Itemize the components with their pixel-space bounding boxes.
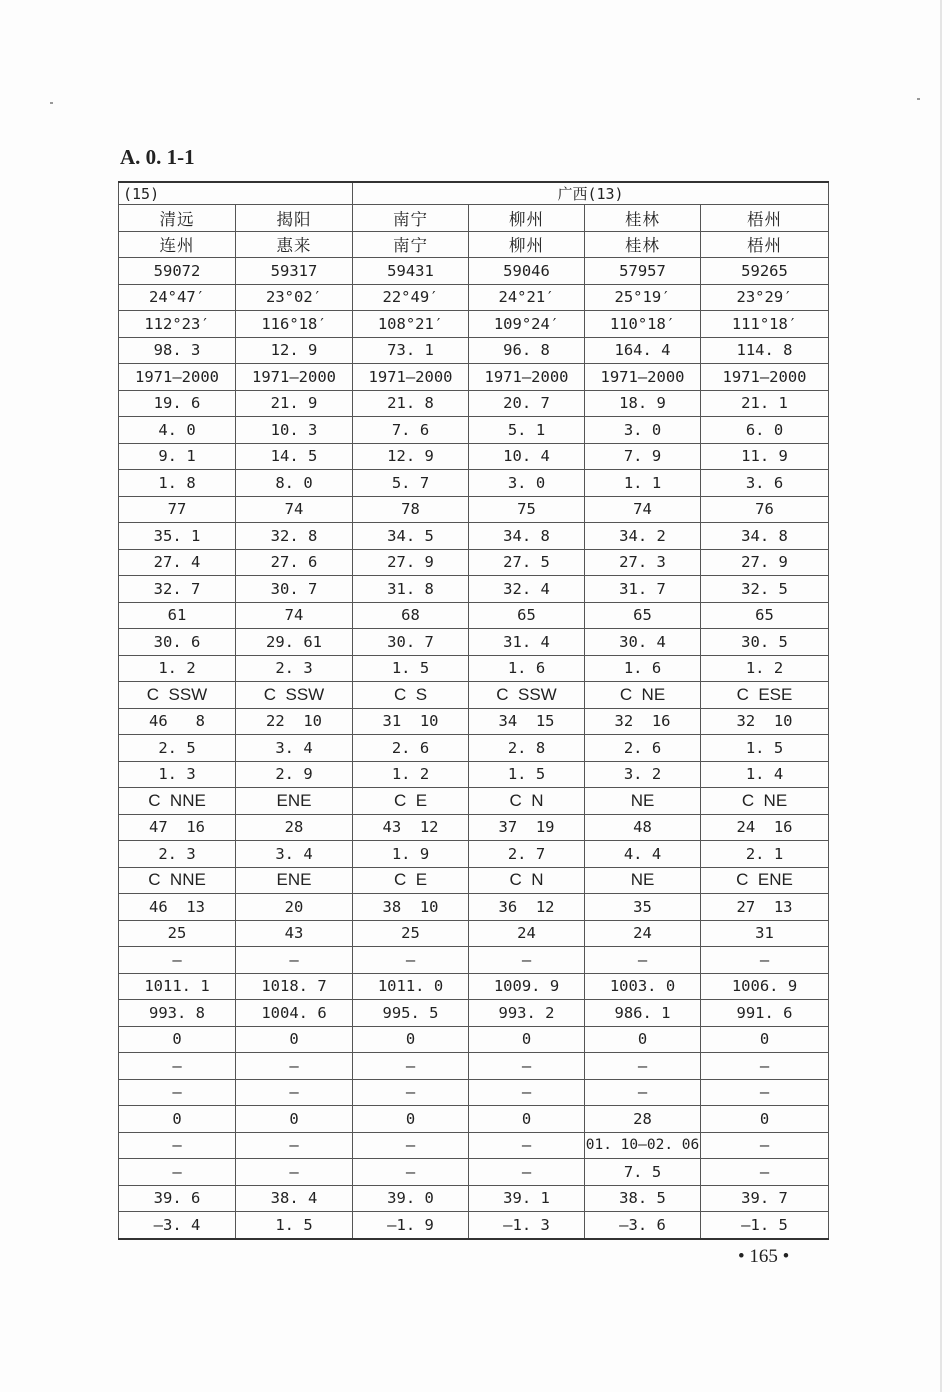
table-cell: 110°18′ xyxy=(585,311,701,338)
table-cell: 1011. 1 xyxy=(119,973,236,1000)
table-cell: 21. 8 xyxy=(353,390,469,417)
table-cell: 5. 1 xyxy=(469,417,585,444)
table-cell: 1971—2000 xyxy=(353,364,469,391)
table-cell: 31. 8 xyxy=(353,576,469,603)
station-name: 惠来 xyxy=(236,231,353,258)
table-cell: 31. 4 xyxy=(469,629,585,656)
table-cell: 3. 2 xyxy=(585,761,701,788)
table-cell: 7. 9 xyxy=(585,443,701,470)
table-row xyxy=(119,761,829,788)
table-cell: — xyxy=(469,1053,585,1080)
table-cell: 995. 5 xyxy=(353,1000,469,1027)
table-row xyxy=(119,1159,829,1186)
table-cell: —1. 3 xyxy=(469,1212,585,1239)
table-cell: 74 xyxy=(236,496,353,523)
table-cell: 27. 9 xyxy=(701,549,829,576)
table-cell: 24 xyxy=(585,920,701,947)
table-row xyxy=(119,867,829,894)
table-cell: 38 10 xyxy=(353,894,469,921)
station-header-row xyxy=(119,231,829,258)
table-cell: 46 8 xyxy=(119,708,236,735)
table-cell: — xyxy=(585,1079,701,1106)
table-cell: — xyxy=(469,1079,585,1106)
table-cell: 59431 xyxy=(353,258,469,285)
table-row xyxy=(119,470,829,497)
table-cell: 65 xyxy=(469,602,585,629)
table-row xyxy=(119,947,829,974)
table-cell: 30. 7 xyxy=(353,629,469,656)
table-cell: 1. 6 xyxy=(469,655,585,682)
table-cell: 0 xyxy=(119,1106,236,1133)
table-cell: 27. 3 xyxy=(585,549,701,576)
table-cell: 76 xyxy=(701,496,829,523)
table-cell: C NE xyxy=(585,682,701,709)
table-cell: 1006. 9 xyxy=(701,973,829,1000)
table-cell: 1. 2 xyxy=(119,655,236,682)
table-cell: 993. 8 xyxy=(119,1000,236,1027)
table-cell: — xyxy=(701,1079,829,1106)
table-cell: 23°02′ xyxy=(236,284,353,311)
table-cell: —3. 4 xyxy=(119,1212,236,1239)
table-cell: C SSW xyxy=(119,682,236,709)
table-cell: 46 13 xyxy=(119,894,236,921)
table-row xyxy=(119,629,829,656)
table-cell: — xyxy=(236,1132,353,1159)
table-cell: 1. 8 xyxy=(119,470,236,497)
table-cell: 27. 4 xyxy=(119,549,236,576)
table-row xyxy=(119,337,829,364)
table-cell: 1. 3 xyxy=(119,761,236,788)
city-name: 柳州 xyxy=(469,205,585,232)
table-row xyxy=(119,1000,829,1027)
table-cell: 164. 4 xyxy=(585,337,701,364)
table-cell: 116°18′ xyxy=(236,311,353,338)
table-cell: 3. 4 xyxy=(236,735,353,762)
table-cell: 32 10 xyxy=(701,708,829,735)
table-cell: 28 xyxy=(236,814,353,841)
table-row xyxy=(119,655,829,682)
section-title: A. 0. 1-1 xyxy=(120,145,195,169)
table-cell: 68 xyxy=(353,602,469,629)
table-cell: 2. 6 xyxy=(353,735,469,762)
table-cell: 34. 8 xyxy=(469,523,585,550)
table-cell: C E xyxy=(353,788,469,815)
table-cell: — xyxy=(119,1053,236,1080)
table-cell: ENE xyxy=(236,788,353,815)
table-cell: 35 xyxy=(585,894,701,921)
table-cell: 109°24′ xyxy=(469,311,585,338)
station-name: 连州 xyxy=(119,231,236,258)
table-cell: — xyxy=(701,947,829,974)
table-cell: 31 xyxy=(701,920,829,947)
table-cell: 986. 1 xyxy=(585,1000,701,1027)
table-row xyxy=(119,602,829,629)
table-row xyxy=(119,311,829,338)
table-cell: 38. 5 xyxy=(585,1185,701,1212)
table-cell: 7. 6 xyxy=(353,417,469,444)
table-cell: 1. 2 xyxy=(353,761,469,788)
table-row xyxy=(119,443,829,470)
table-cell: 25°19′ xyxy=(585,284,701,311)
table-cell: 24 xyxy=(469,920,585,947)
table-cell: 30. 7 xyxy=(236,576,353,603)
table-cell: 1. 9 xyxy=(353,841,469,868)
table-cell: 23°29′ xyxy=(701,284,829,311)
table-cell: 1. 5 xyxy=(701,735,829,762)
table-cell: 22°49′ xyxy=(353,284,469,311)
table-cell: 0 xyxy=(585,1026,701,1053)
station-name: 柳州 xyxy=(469,231,585,258)
table-row xyxy=(119,1132,829,1159)
table-cell: 24 16 xyxy=(701,814,829,841)
table-row xyxy=(119,682,829,709)
table-cell: 21. 9 xyxy=(236,390,353,417)
region-header-row xyxy=(119,182,829,205)
table-cell: 48 xyxy=(585,814,701,841)
table-cell: 108°21′ xyxy=(353,311,469,338)
table-cell: 39. 7 xyxy=(701,1185,829,1212)
table-cell: 1971—2000 xyxy=(119,364,236,391)
table-cell: 1971—2000 xyxy=(236,364,353,391)
table-cell: 2. 1 xyxy=(701,841,829,868)
station-name: 桂林 xyxy=(585,231,701,258)
table-cell: 1971—2000 xyxy=(469,364,585,391)
table-cell: 59265 xyxy=(701,258,829,285)
table-cell: 12. 9 xyxy=(353,443,469,470)
table-cell: 1018. 7 xyxy=(236,973,353,1000)
table-cell: 39. 1 xyxy=(469,1185,585,1212)
table-cell: — xyxy=(353,1132,469,1159)
table-cell: 5. 7 xyxy=(353,470,469,497)
table-cell: 22 10 xyxy=(236,708,353,735)
table-cell: C NNE xyxy=(119,788,236,815)
table-cell: 2. 3 xyxy=(119,841,236,868)
table-cell: — xyxy=(119,1079,236,1106)
table-cell: C NNE xyxy=(119,867,236,894)
table-cell: 30. 4 xyxy=(585,629,701,656)
table-cell: 28 xyxy=(585,1106,701,1133)
table-cell: ENE xyxy=(236,867,353,894)
table-cell: 1. 5 xyxy=(353,655,469,682)
table-cell: 32 16 xyxy=(585,708,701,735)
table-cell: 19. 6 xyxy=(119,390,236,417)
table-cell: 1011. 0 xyxy=(353,973,469,1000)
table-cell: 0 xyxy=(236,1026,353,1053)
table-cell: NE xyxy=(585,788,701,815)
table-cell: — xyxy=(119,1159,236,1186)
table-row xyxy=(119,973,829,1000)
table-cell: 39. 0 xyxy=(353,1185,469,1212)
table-cell: — xyxy=(353,947,469,974)
table-cell: 1971—2000 xyxy=(701,364,829,391)
table-row xyxy=(119,1106,829,1133)
table-cell: 59317 xyxy=(236,258,353,285)
table-cell: 1. 6 xyxy=(585,655,701,682)
table-cell: — xyxy=(469,1132,585,1159)
table-cell: 3. 4 xyxy=(236,841,353,868)
table-cell: 38. 4 xyxy=(236,1185,353,1212)
table-row xyxy=(119,390,829,417)
table-cell: 2. 6 xyxy=(585,735,701,762)
table-cell: 98. 3 xyxy=(119,337,236,364)
table-cell: 78 xyxy=(353,496,469,523)
table-cell: 10. 3 xyxy=(236,417,353,444)
table-cell: 36 12 xyxy=(469,894,585,921)
table-cell: 9. 1 xyxy=(119,443,236,470)
table-cell: 12. 9 xyxy=(236,337,353,364)
table-cell: 34. 5 xyxy=(353,523,469,550)
table-cell: — xyxy=(701,1132,829,1159)
table-cell: C ESE xyxy=(701,682,829,709)
page-number: • 165 • xyxy=(738,1246,790,1267)
table-cell: 114. 8 xyxy=(701,337,829,364)
table-cell: 18. 9 xyxy=(585,390,701,417)
table-cell: —3. 6 xyxy=(585,1212,701,1239)
table-cell: 27. 9 xyxy=(353,549,469,576)
table-row xyxy=(119,894,829,921)
table-row xyxy=(119,735,829,762)
table-cell: 8. 0 xyxy=(236,470,353,497)
table-cell: 96. 8 xyxy=(469,337,585,364)
table-cell: 75 xyxy=(469,496,585,523)
table-cell: 65 xyxy=(701,602,829,629)
table-cell: 27 13 xyxy=(701,894,829,921)
table-cell: 74 xyxy=(585,496,701,523)
table-cell: 31. 7 xyxy=(585,576,701,603)
table-cell: 0 xyxy=(119,1026,236,1053)
table-cell: — xyxy=(701,1053,829,1080)
table-cell: 24°47′ xyxy=(119,284,236,311)
table-cell: —1. 9 xyxy=(353,1212,469,1239)
station-name: 梧州 xyxy=(701,231,829,258)
table-cell: 24°21′ xyxy=(469,284,585,311)
table-cell: 0 xyxy=(469,1026,585,1053)
table-cell: 1. 5 xyxy=(236,1212,353,1239)
table-cell: 59046 xyxy=(469,258,585,285)
table-row xyxy=(119,364,829,391)
table-cell: 27. 6 xyxy=(236,549,353,576)
city-name: 桂林 xyxy=(585,205,701,232)
table-cell: — xyxy=(353,1079,469,1106)
table-cell: — xyxy=(701,1159,829,1186)
table-cell: 2. 3 xyxy=(236,655,353,682)
table-cell: 32. 8 xyxy=(236,523,353,550)
region-guangxi: 广西(13) xyxy=(353,182,829,205)
table-cell: 3. 6 xyxy=(701,470,829,497)
table-row xyxy=(119,920,829,947)
table-cell: 0 xyxy=(236,1106,353,1133)
table-cell: 3. 0 xyxy=(469,470,585,497)
table-cell: 7. 5 xyxy=(585,1159,701,1186)
climate-data-table xyxy=(118,181,829,1240)
table-cell: 25 xyxy=(119,920,236,947)
table-cell: 0 xyxy=(353,1106,469,1133)
table-cell: 47 16 xyxy=(119,814,236,841)
table-cell: 61 xyxy=(119,602,236,629)
table-row xyxy=(119,814,829,841)
table-cell: 2. 8 xyxy=(469,735,585,762)
table-cell: C SSW xyxy=(236,682,353,709)
table-row xyxy=(119,576,829,603)
table-cell: 57957 xyxy=(585,258,701,285)
table-row xyxy=(119,1185,829,1212)
table-cell: 34 15 xyxy=(469,708,585,735)
table-cell: 32. 5 xyxy=(701,576,829,603)
table-cell: —1. 5 xyxy=(701,1212,829,1239)
table-cell: 01. 10—02. 06 xyxy=(585,1132,701,1159)
table-cell: 27. 5 xyxy=(469,549,585,576)
table-cell: 43 12 xyxy=(353,814,469,841)
table-cell: 74 xyxy=(236,602,353,629)
table-cell: 1. 1 xyxy=(585,470,701,497)
table-cell: 4. 4 xyxy=(585,841,701,868)
city-name: 揭阳 xyxy=(236,205,353,232)
table-cell: — xyxy=(353,1053,469,1080)
table-cell: 32. 7 xyxy=(119,576,236,603)
table-cell: 21. 1 xyxy=(701,390,829,417)
table-row xyxy=(119,549,829,576)
table-row xyxy=(119,1079,829,1106)
table-cell: C E xyxy=(353,867,469,894)
region-guangdong-continued: (15) xyxy=(119,182,353,205)
table-cell: — xyxy=(236,1053,353,1080)
table-cell: 34. 8 xyxy=(701,523,829,550)
city-name: 南宁 xyxy=(353,205,469,232)
table-cell: 111°18′ xyxy=(701,311,829,338)
table-cell: 10. 4 xyxy=(469,443,585,470)
table-cell: 29. 61 xyxy=(236,629,353,656)
table-row xyxy=(119,1053,829,1080)
table-cell: — xyxy=(585,947,701,974)
table-cell: 993. 2 xyxy=(469,1000,585,1027)
city-name: 清远 xyxy=(119,205,236,232)
table-row xyxy=(119,417,829,444)
table-row xyxy=(119,258,829,285)
table-row xyxy=(119,788,829,815)
table-cell: C NE xyxy=(701,788,829,815)
table-cell: 0 xyxy=(701,1106,829,1133)
table-cell: 4. 0 xyxy=(119,417,236,444)
table-cell: 2. 7 xyxy=(469,841,585,868)
table-cell: 43 xyxy=(236,920,353,947)
table-cell: 25 xyxy=(353,920,469,947)
table-cell: 20. 7 xyxy=(469,390,585,417)
table-cell: 1004. 6 xyxy=(236,1000,353,1027)
table-cell: 0 xyxy=(701,1026,829,1053)
table-cell: C ENE xyxy=(701,867,829,894)
table-row xyxy=(119,523,829,550)
table-cell: 65 xyxy=(585,602,701,629)
table-cell: NE xyxy=(585,867,701,894)
table-row xyxy=(119,1212,829,1239)
station-name: 南宁 xyxy=(353,231,469,258)
table-cell: 37 19 xyxy=(469,814,585,841)
table-cell: — xyxy=(119,947,236,974)
table-cell: 34. 2 xyxy=(585,523,701,550)
table-cell: — xyxy=(236,947,353,974)
table-cell: 59072 xyxy=(119,258,236,285)
table-cell: 30. 5 xyxy=(701,629,829,656)
table-cell: — xyxy=(469,1159,585,1186)
table-cell: — xyxy=(236,1159,353,1186)
table-cell: 1. 5 xyxy=(469,761,585,788)
scan-dot xyxy=(917,98,920,100)
table-cell: 14. 5 xyxy=(236,443,353,470)
table-cell: — xyxy=(469,947,585,974)
table-cell: 1003. 0 xyxy=(585,973,701,1000)
table-row xyxy=(119,496,829,523)
city-header-row xyxy=(119,205,829,232)
table-cell: C N xyxy=(469,867,585,894)
table-cell: 2. 9 xyxy=(236,761,353,788)
table-cell: 32. 4 xyxy=(469,576,585,603)
table-cell: C SSW xyxy=(469,682,585,709)
table-cell: 35. 1 xyxy=(119,523,236,550)
page-edge xyxy=(940,0,942,1392)
table-cell: 0 xyxy=(353,1026,469,1053)
table-cell: — xyxy=(236,1079,353,1106)
table-cell: 31 10 xyxy=(353,708,469,735)
table-cell: 30. 6 xyxy=(119,629,236,656)
table-cell: 112°23′ xyxy=(119,311,236,338)
table-cell: 1. 4 xyxy=(701,761,829,788)
table-cell: — xyxy=(119,1132,236,1159)
table-cell: 2. 5 xyxy=(119,735,236,762)
table-body xyxy=(119,182,829,1239)
table-cell: 39. 6 xyxy=(119,1185,236,1212)
table-cell: 1009. 9 xyxy=(469,973,585,1000)
table-cell: C S xyxy=(353,682,469,709)
table-row xyxy=(119,1026,829,1053)
scan-dot xyxy=(50,102,53,104)
table-cell: 77 xyxy=(119,496,236,523)
table-row xyxy=(119,841,829,868)
table-cell: 11. 9 xyxy=(701,443,829,470)
table-cell: C N xyxy=(469,788,585,815)
table-cell: 0 xyxy=(469,1106,585,1133)
table-cell: — xyxy=(585,1053,701,1080)
city-name: 梧州 xyxy=(701,205,829,232)
table-cell: — xyxy=(353,1159,469,1186)
table-row xyxy=(119,284,829,311)
table-row xyxy=(119,708,829,735)
table-cell: 20 xyxy=(236,894,353,921)
table-cell: 991. 6 xyxy=(701,1000,829,1027)
table-cell: 73. 1 xyxy=(353,337,469,364)
table-cell: 1971—2000 xyxy=(585,364,701,391)
table-cell: 6. 0 xyxy=(701,417,829,444)
table-cell: 3. 0 xyxy=(585,417,701,444)
table-cell: 1. 2 xyxy=(701,655,829,682)
